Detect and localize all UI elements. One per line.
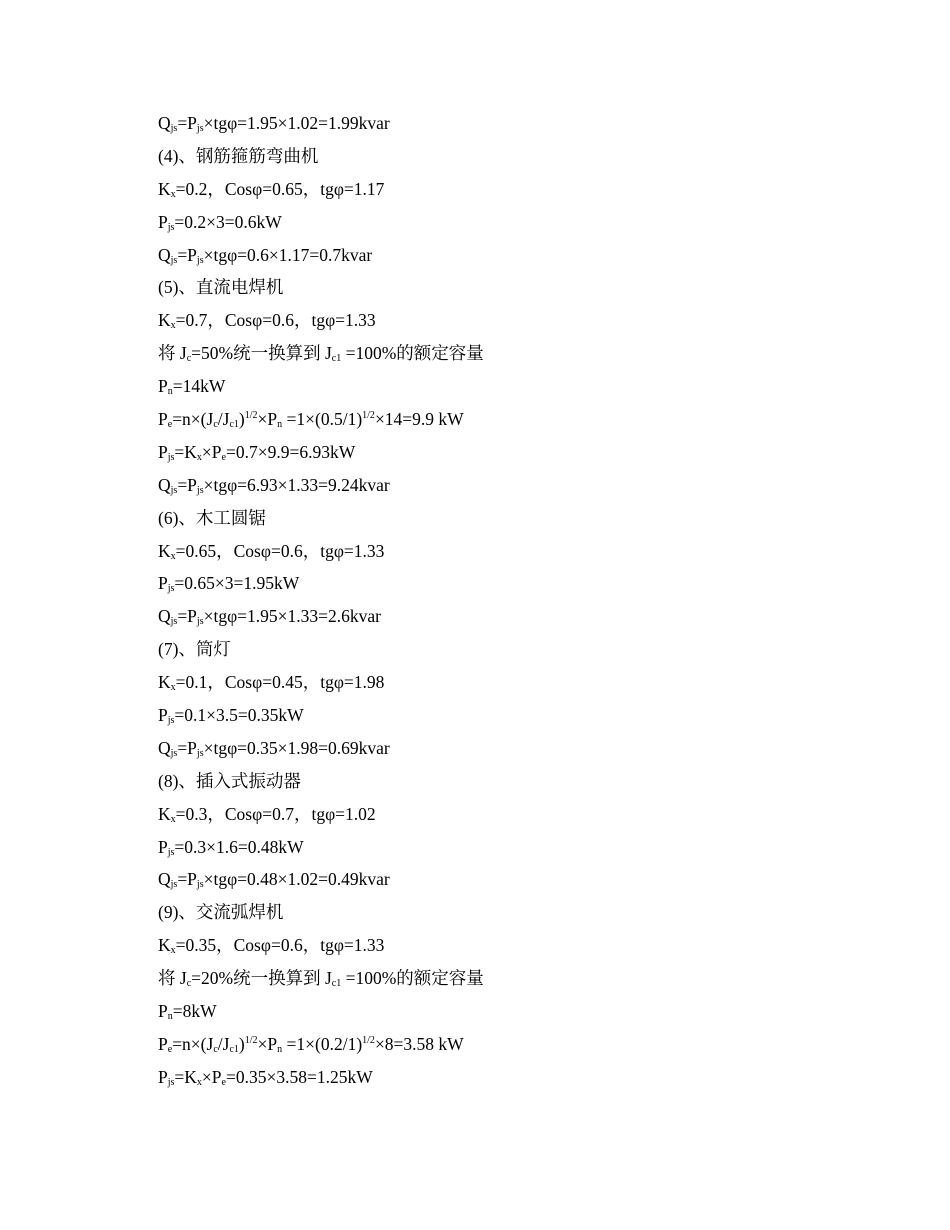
line-text: P: [158, 705, 168, 726]
line-text: ×P: [257, 1033, 278, 1054]
formula-line: [158, 570, 858, 603]
line-text: =50%统一换算到 J: [191, 343, 332, 364]
formula-line: [158, 505, 858, 538]
line-text: =0.35×3.58=1.25kW: [225, 1066, 373, 1087]
line-text: =14kW: [172, 376, 226, 397]
line-text: P: [158, 1001, 168, 1022]
subscript-text: x: [196, 1076, 202, 1088]
subscript-text: js: [170, 484, 178, 496]
line-text: ×P: [201, 1066, 222, 1087]
line-text: =K: [174, 441, 197, 462]
line-text: =P: [177, 606, 197, 627]
line-text: P: [158, 1033, 168, 1054]
formula-line: [158, 209, 858, 242]
superscript-text: 1/2: [362, 410, 375, 422]
line-text: =n×(J: [172, 1033, 214, 1054]
line-text: (5)、直流电焊机: [158, 277, 284, 298]
subscript-text: e: [221, 1076, 226, 1088]
subscript-text: x: [170, 320, 176, 332]
formula-line: [158, 538, 858, 571]
line-text: =P: [177, 113, 197, 133]
formula-line: [158, 669, 858, 702]
subscript-text: js: [170, 879, 178, 891]
formula-line: [158, 636, 858, 669]
line-text: =0.3×1.6=0.48kW: [174, 836, 304, 857]
line-text: Q: [158, 737, 171, 758]
line-text: ×tgφ=1.95×1.02=1.99kvar: [203, 113, 390, 133]
line-text: ): [238, 1033, 245, 1054]
line-text: (8)、插入式振动器: [158, 770, 301, 791]
line-text: ×P: [201, 441, 222, 462]
superscript-text: 1/2: [362, 1034, 375, 1046]
subscript-text: x: [170, 813, 176, 825]
line-text: P: [158, 409, 168, 430]
line-text: ): [238, 409, 245, 430]
subscript-text: n: [277, 419, 283, 431]
subscript-text: js: [196, 254, 204, 266]
formula-line: [158, 735, 858, 768]
subscript-text: x: [196, 451, 202, 463]
formula-line: [158, 340, 858, 373]
subscript-text: js: [170, 616, 178, 628]
line-text: =100%的额定容量: [341, 343, 484, 364]
formula-line: [158, 768, 858, 801]
superscript-text: 1/2: [244, 1034, 258, 1046]
line-text: =0.65，Cosφ=0.6，tgφ=1.33: [175, 540, 385, 561]
formula-line: [158, 998, 858, 1031]
line-text: =0.35，Cosφ=0.6，tgφ=1.33: [175, 935, 385, 956]
formula-line: [158, 110, 858, 143]
subscript-text: n: [277, 1043, 283, 1055]
subscript-text: c1: [331, 978, 342, 990]
formula-line: [158, 834, 858, 867]
subscript-text: c: [213, 1043, 218, 1055]
subscript-text: js: [170, 254, 178, 266]
line-text: ×tgφ=0.6×1.17=0.7kvar: [203, 244, 373, 265]
formula-line: [158, 307, 858, 340]
subscript-text: c: [186, 978, 192, 990]
line-text: ×P: [257, 409, 278, 430]
line-text: Q: [158, 244, 171, 265]
subscript-text: c: [213, 419, 218, 431]
line-text: =n×(J: [172, 409, 214, 430]
line-text: Q: [158, 606, 171, 627]
line-text: =1×(0.2/1): [282, 1033, 363, 1054]
subscript-text: js: [196, 123, 204, 134]
line-text: (9)、交流弧焊机: [158, 902, 284, 923]
line-text: ×tgφ=0.48×1.02=0.49kvar: [203, 869, 390, 890]
line-text: P: [158, 211, 168, 232]
formula-line: [158, 143, 858, 176]
line-text: P: [158, 441, 168, 462]
line-text: K: [158, 540, 171, 561]
subscript-text: c1: [331, 353, 342, 365]
line-text: K: [158, 178, 171, 199]
line-text: ×tgφ=1.95×1.33=2.6kvar: [203, 606, 382, 627]
line-text: =0.7×9.9=6.93kW: [225, 441, 356, 462]
line-text: ×8=3.58 kW: [374, 1033, 464, 1054]
subscript-text: js: [167, 451, 175, 463]
line-text: =0.7，Cosφ=0.6，tgφ=1.33: [175, 310, 376, 331]
line-text: Q: [158, 869, 171, 890]
subscript-text: c: [186, 353, 192, 365]
formula-line: [158, 406, 858, 439]
subscript-text: x: [170, 550, 176, 562]
line-text: K: [158, 935, 171, 956]
line-text: ×tgφ=0.35×1.98=0.69kvar: [203, 737, 390, 758]
line-text: =100%的额定容量: [341, 968, 484, 989]
line-text: P: [158, 573, 168, 594]
subscript-text: e: [167, 1043, 173, 1055]
line-text: K: [158, 803, 171, 824]
line-text: Q: [158, 474, 171, 495]
formula-line: [158, 899, 858, 932]
subscript-text: c1: [229, 419, 239, 431]
line-text: /J: [217, 409, 230, 430]
subscript-text: js: [196, 747, 204, 759]
subscript-text: x: [170, 682, 176, 694]
line-text: K: [158, 310, 171, 331]
line-text: =K: [174, 1066, 197, 1087]
line-text: =P: [177, 869, 197, 890]
formula-line: [158, 702, 858, 735]
formula-line: [158, 373, 858, 406]
subscript-text: e: [221, 451, 226, 463]
line-text: (7)、筒灯: [158, 639, 231, 660]
line-text: =1×(0.5/1): [282, 409, 363, 430]
line-text: ×tgφ=6.93×1.33=9.24kvar: [203, 474, 390, 495]
line-text: =P: [177, 737, 197, 758]
formula-line: [158, 274, 858, 307]
formula-line: [158, 965, 858, 998]
formula-line: [158, 866, 858, 899]
line-text: =0.3，Cosφ=0.7，tgφ=1.02: [175, 803, 376, 824]
formula-line: [158, 242, 858, 275]
formula-line: [158, 801, 858, 834]
formula-line: [158, 932, 858, 965]
formula-line: [158, 472, 858, 505]
line-text: =0.2×3=0.6kW: [174, 211, 282, 232]
line-text: (6)、木工圆锯: [158, 507, 266, 528]
subscript-text: js: [170, 747, 178, 759]
formula-line: [158, 1064, 858, 1097]
line-text: (4)、钢筋箍筋弯曲机: [158, 145, 319, 166]
line-text: =0.1×3.5=0.35kW: [174, 705, 304, 726]
line-text: =0.65×3=1.95kW: [174, 573, 300, 594]
line-text: 将 J: [158, 968, 187, 989]
formula-line: [158, 1031, 858, 1064]
line-text: =20%统一换算到 J: [191, 968, 332, 989]
line-text: ×14=9.9 kW: [374, 409, 464, 430]
formula-line: [158, 603, 858, 636]
line-text: 将 J: [158, 343, 187, 364]
subscript-text: js: [196, 484, 204, 496]
line-text: =8kW: [172, 1001, 217, 1022]
line-text: =P: [177, 474, 197, 495]
subscript-text: e: [167, 419, 173, 431]
subscript-text: js: [167, 846, 175, 858]
subscript-text: js: [170, 123, 178, 134]
subscript-text: js: [196, 616, 204, 628]
line-text: K: [158, 672, 171, 693]
subscript-text: js: [167, 1076, 175, 1088]
document-body: [158, 110, 858, 1097]
line-text: =0.1，Cosφ=0.45，tgφ=1.98: [175, 672, 385, 693]
subscript-text: js: [167, 583, 175, 595]
line-text: =0.2，Cosφ=0.65，tgφ=1.17: [175, 178, 385, 199]
formula-line: [158, 439, 858, 472]
subscript-text: js: [196, 879, 204, 891]
line-text: =P: [177, 244, 197, 265]
subscript-text: c1: [229, 1043, 239, 1055]
subscript-text: js: [167, 221, 175, 233]
subscript-text: x: [170, 945, 176, 957]
line-text: /J: [217, 1033, 230, 1054]
formula-line: [158, 176, 858, 209]
line-text: P: [158, 1066, 168, 1087]
subscript-text: n: [167, 1011, 173, 1023]
line-text: P: [158, 376, 168, 397]
line-text: Q: [158, 113, 171, 133]
superscript-text: 1/2: [244, 410, 258, 422]
line-text: P: [158, 836, 168, 857]
subscript-text: x: [170, 188, 176, 200]
subscript-text: n: [167, 386, 173, 398]
subscript-text: js: [167, 715, 175, 727]
